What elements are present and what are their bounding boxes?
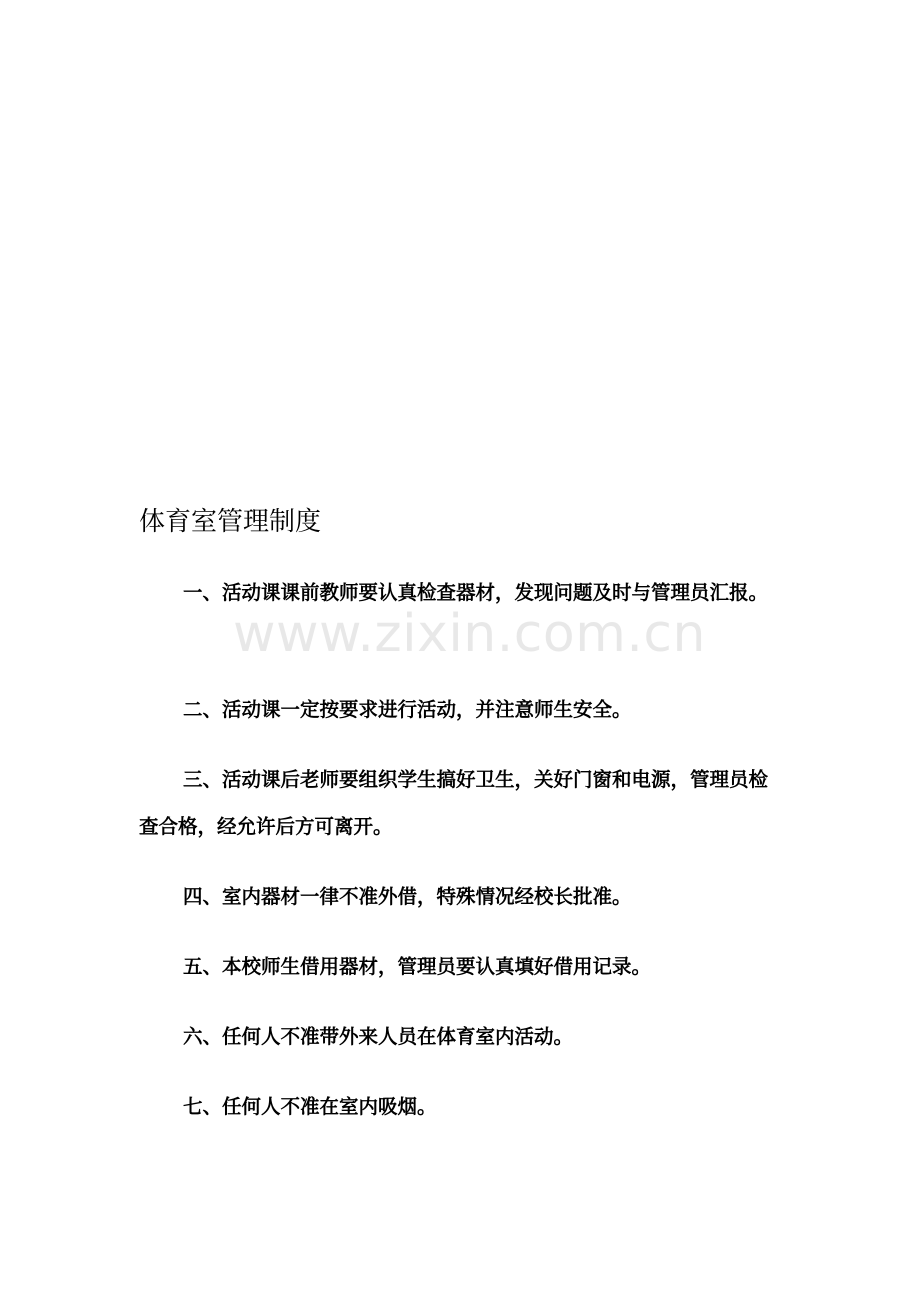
rule-item-1: 一、活动课课前教师要认真检查器材，发现问题及时与管理员汇报。	[183, 581, 769, 604]
document-title: 体育室管理制度	[139, 507, 322, 537]
rule-item-6: 六、任何人不准带外来人员在体育室内活动。	[183, 1025, 574, 1048]
watermark: www.zixin.com.cn	[233, 604, 706, 664]
rule-item-2: 二、活动课一定按要求进行活动，并注意师生安全。	[183, 698, 632, 721]
rule-item-7: 七、任何人不准在室内吸烟。	[183, 1095, 437, 1118]
rule-item-5: 五、本校师生借用器材，管理员要认真填好借用记录。	[183, 955, 652, 978]
rule-item-4: 四、室内器材一律不准外借，特殊情况经校长批准。	[183, 885, 632, 908]
rule-item-3: 三、活动课后老师要组织学生搞好卫生，关好门窗和电源，管理员检查合格，经允许后方可离开。	[139, 768, 769, 838]
